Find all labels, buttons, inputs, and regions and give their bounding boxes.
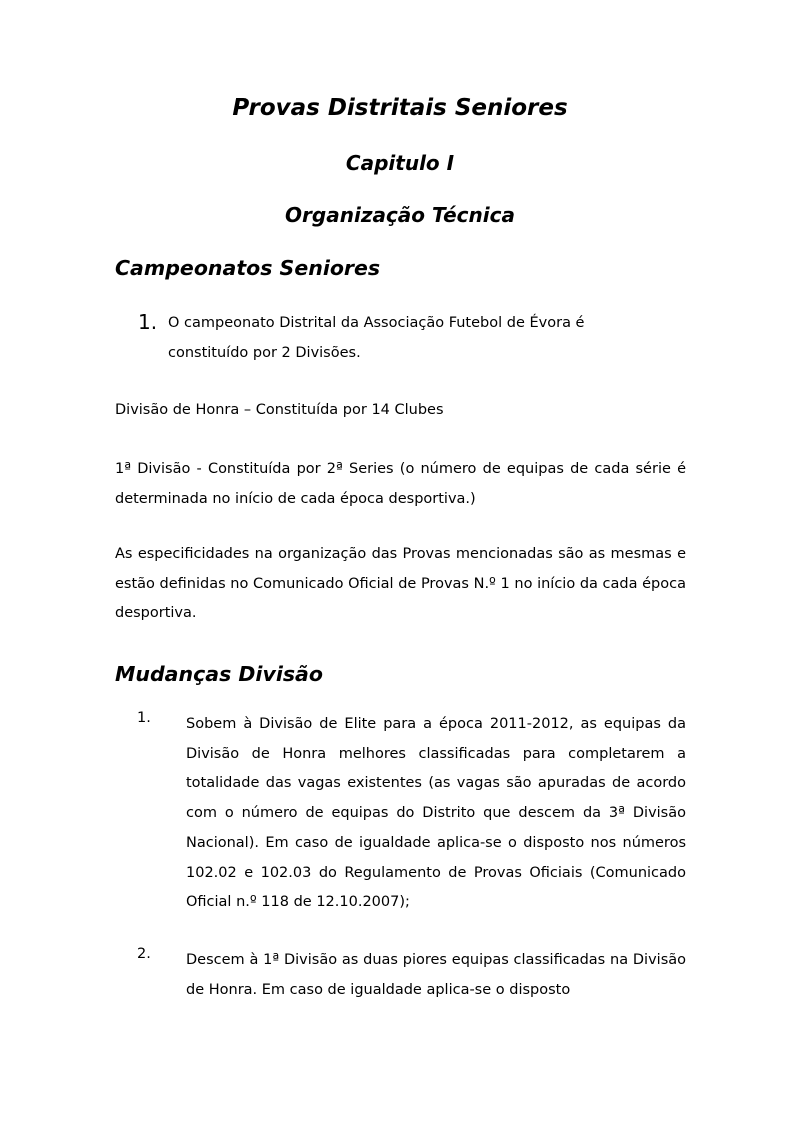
section-heading-campeonatos: Campeonatos Seniores: [115, 256, 381, 280]
paragraph-especificidades: As especificidades na organização das Provas mencionadas são as mesmas e estão definidas no Comunicado Oficial de Provas N.º 1 no início da cada época desportiva.: [115, 546, 686, 622]
subtitle: Organização Técnica: [285, 203, 515, 227]
page-title: Provas Distritais Seniores: [232, 95, 568, 121]
list-item-text: Sobem à Divisão de Elite para a época 2011-2012, as equipas da Divisão de Honra melhores classificadas para completarem a totalidade das vagas existentes (as vagas são apuradas de acordo com o número de equipas do Distrito que descem da 3ª Divisão Nacional). Em caso de igualdade aplica-se o disposto nos números 102.02 e 102.03 do Regulamento de Provas Oficiais (Comunicado Oficial n.º 118 de 12.10.2007);: [186, 716, 686, 911]
list-item-text: Descem à 1ª Divisão as duas piores equipas classificadas na Divisão de Honra. Em caso de igualdade aplica-se o disposto: [186, 952, 686, 998]
section-heading-mudancas: Mudanças Divisão: [115, 662, 323, 686]
paragraph-divisao-honra: Divisão de Honra – Constituída por 14 Clubes: [115, 402, 444, 418]
chapter-title: Capitulo I: [345, 151, 455, 175]
paragraph-primeira-divisao: 1ª Divisão - Constituída por 2ª Series (o número de equipas de cada série é determinada no início de cada época desportiva.): [115, 461, 686, 507]
list-item-text: O campeonato Distrital da Associação Futebol de Évora é constituído por 2 Divisões.: [168, 315, 585, 361]
list-item-number: 2.: [137, 946, 151, 962]
list-item-number: 1.: [137, 710, 151, 726]
list-item-number: 1.: [138, 310, 158, 334]
